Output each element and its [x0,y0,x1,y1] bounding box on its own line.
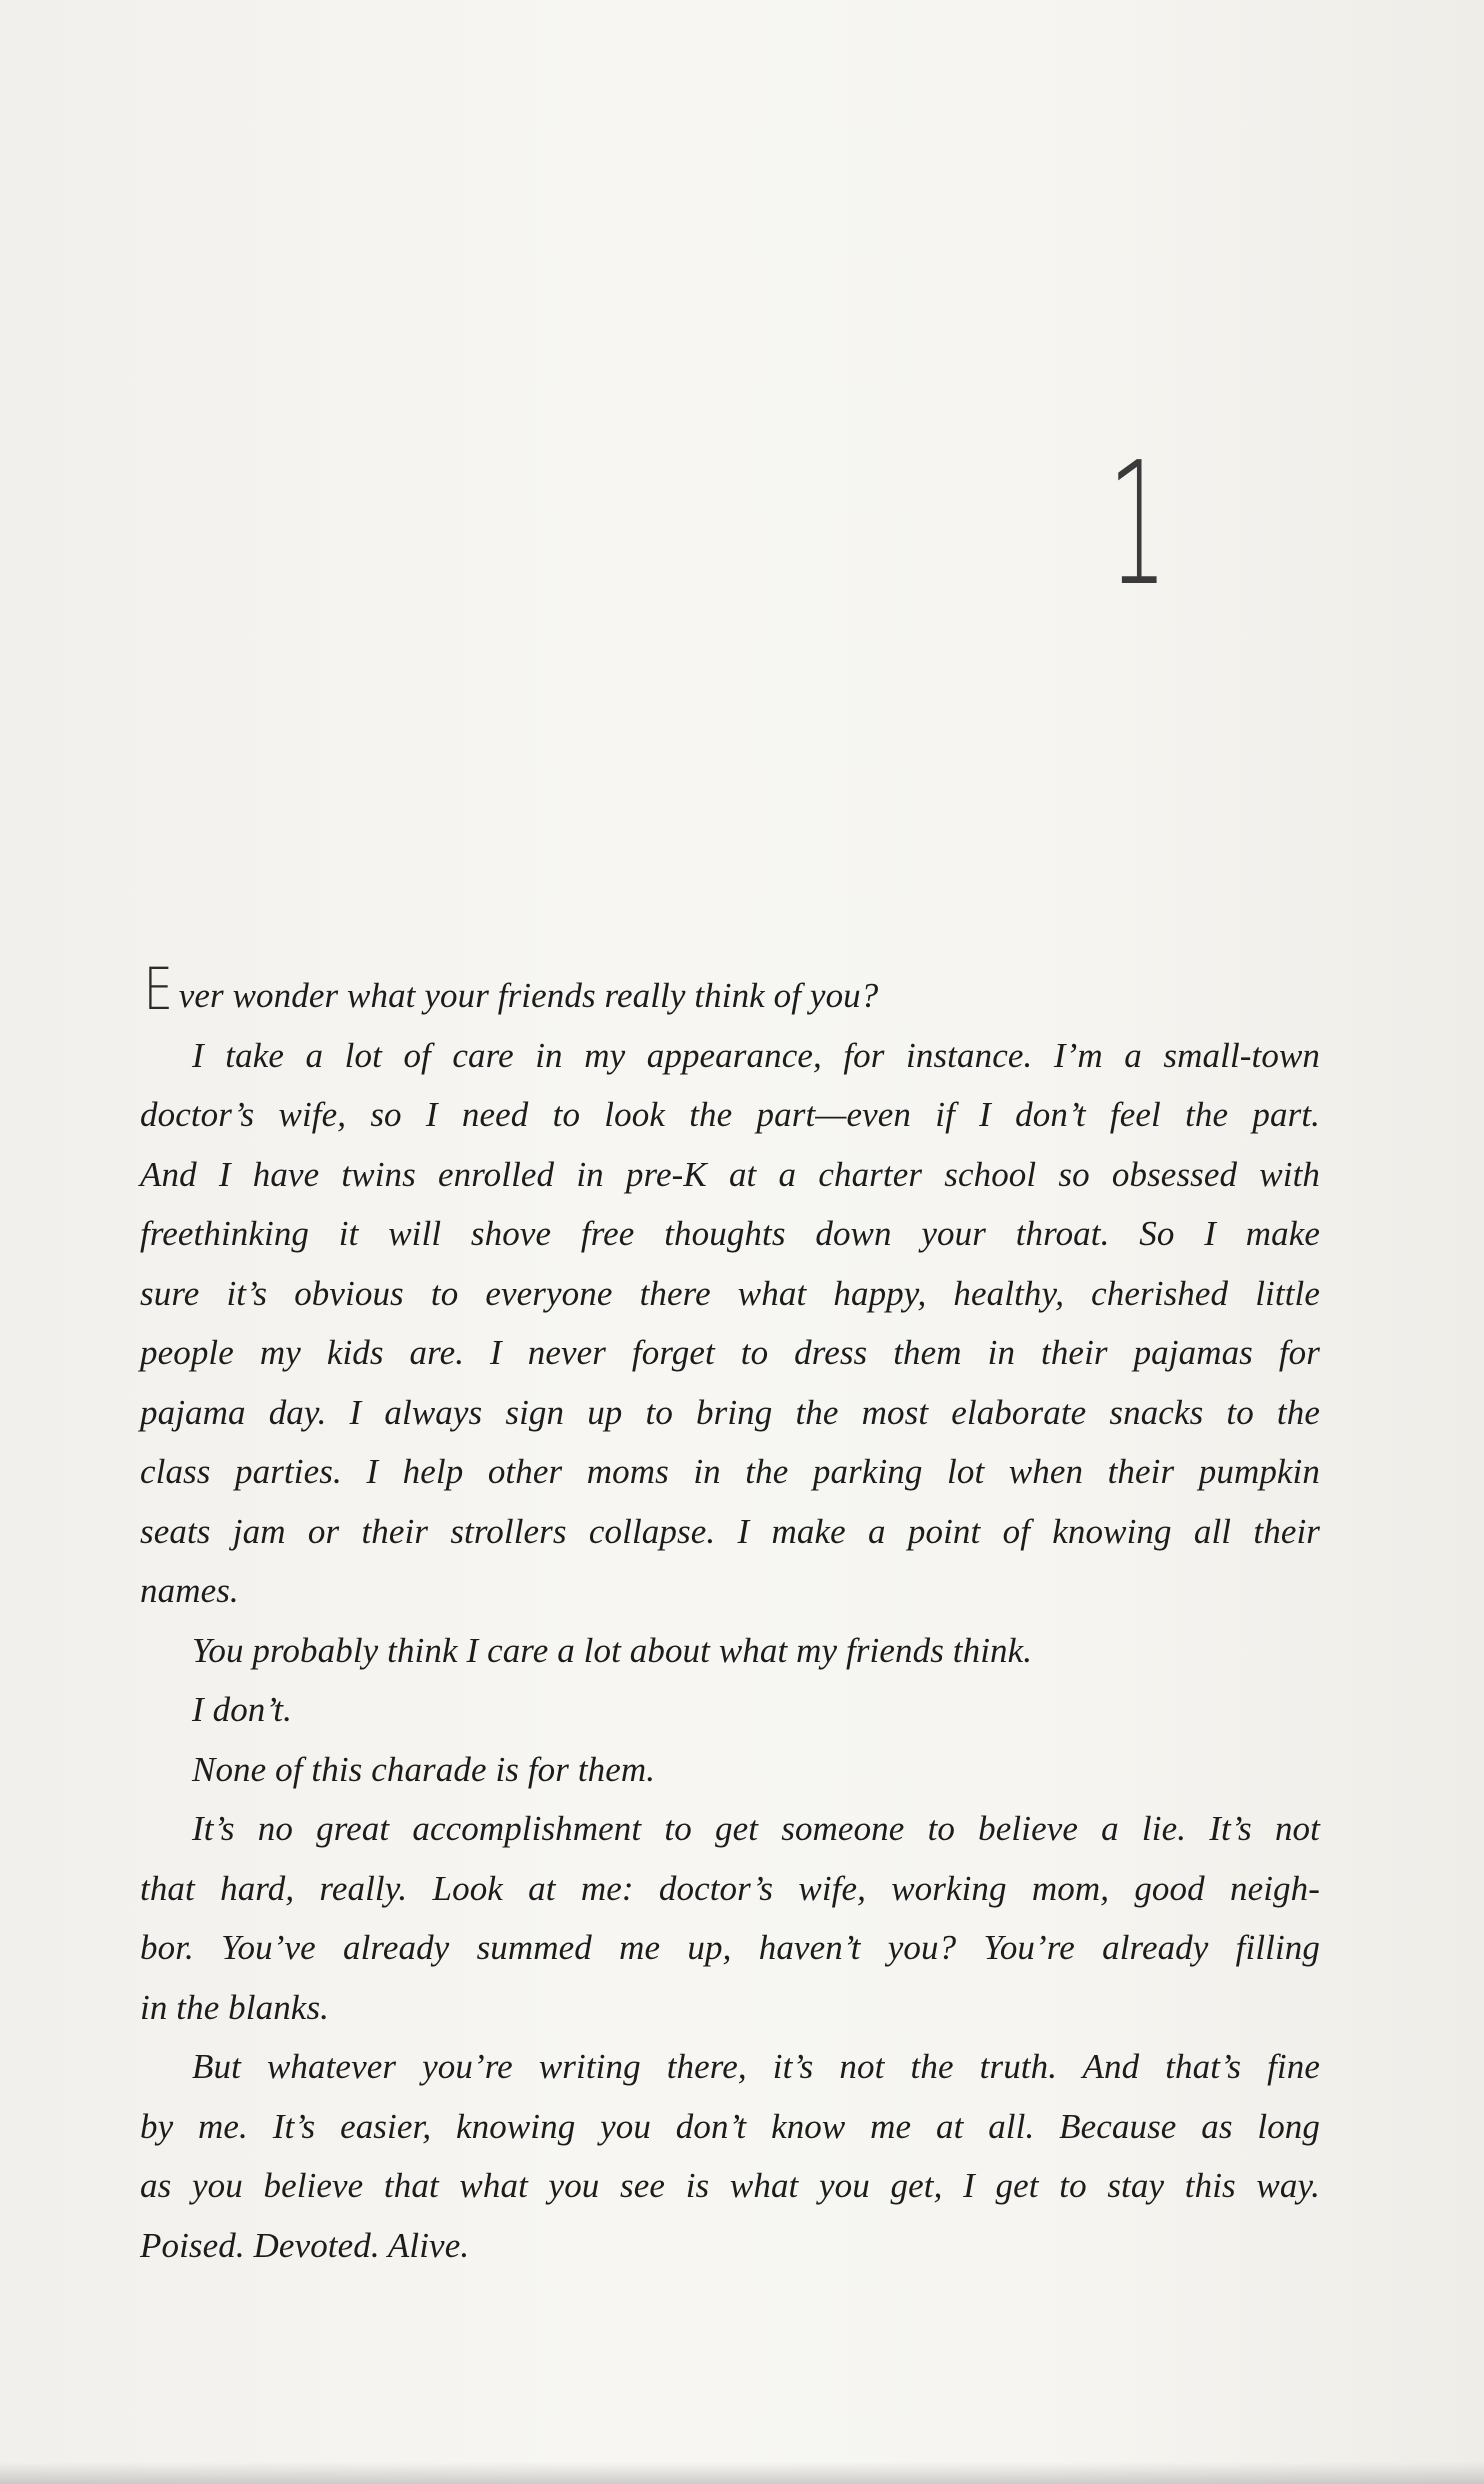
text-line: freethinking it will shove free thoughts down your throat. So I make [140,1214,1320,1253]
paragraph-5 [140,1740,1320,1800]
text-line: bor. You’ve already summed me up, haven’t you? You’re already filling [140,1928,1320,1967]
text-line: by me. It’s easier, knowing you don’t know me at all. Because as long [140,2106,1320,2146]
text-line: It’s no great accomplishment to get someone to believe a lie. It’s not [192,1809,1320,1848]
text-line: But whatever you’re writing there, it’s not the truth. And that’s fine [192,2047,1320,2086]
paragraph-4 [140,1680,1320,1740]
text-line: None of this charade is for them. [192,1749,656,1789]
text-line: Poised. Devoted. Alive. [140,2225,470,2265]
page-edge-shadow [0,2462,1484,2484]
paragraph-1 [140,955,1320,1026]
chapter-number: 1 [1108,426,1168,624]
paragraph-7 [140,2037,1320,2275]
paragraph-6 [140,1799,1320,2037]
text-line: sure it’s obvious to everyone there what happy, healthy, cherished little [140,1273,1320,1313]
text-line: as you believe that what you see is what you get, I get to stay this way. [140,2166,1320,2205]
text-line: You probably think I care a lot about what my friends think. [192,1630,1033,1670]
text-line: that hard, really. Look at me: doctor’s wife, working mom, good neigh- [140,1868,1320,1908]
text-line: doctor’s wife, so I need to look the part—even if I don’t feel the part. [140,1095,1320,1134]
text-line: ver wonder what your friends really think of you? [178,976,879,1015]
text-line: And I have twins enrolled in pre-K at a charter school so obsessed with [140,1154,1320,1194]
text-line: class parties. I help other moms in the parking lot when their pumpkin [140,1452,1320,1491]
text-line: pajama day. I always sign up to bring the most elaborate snacks to the [140,1392,1320,1432]
paragraph-2 [140,1026,1320,1621]
text-line: people my kids are. I never forget to dress them in their pajamas for [140,1333,1320,1372]
text-line: names. [140,1571,239,1610]
text-line: I take a lot of care in my appearance, for instance. I’m a small-town [192,1035,1320,1075]
body-text [140,955,1320,2275]
text-line: I don’t. [192,1690,292,1729]
paragraph-3 [140,1621,1320,1681]
drop-cap: E [143,955,174,1023]
text-line: in the blanks. [140,1987,330,2027]
text-line: seats jam or their strollers collapse. I make a point of knowing all their [140,1511,1320,1551]
